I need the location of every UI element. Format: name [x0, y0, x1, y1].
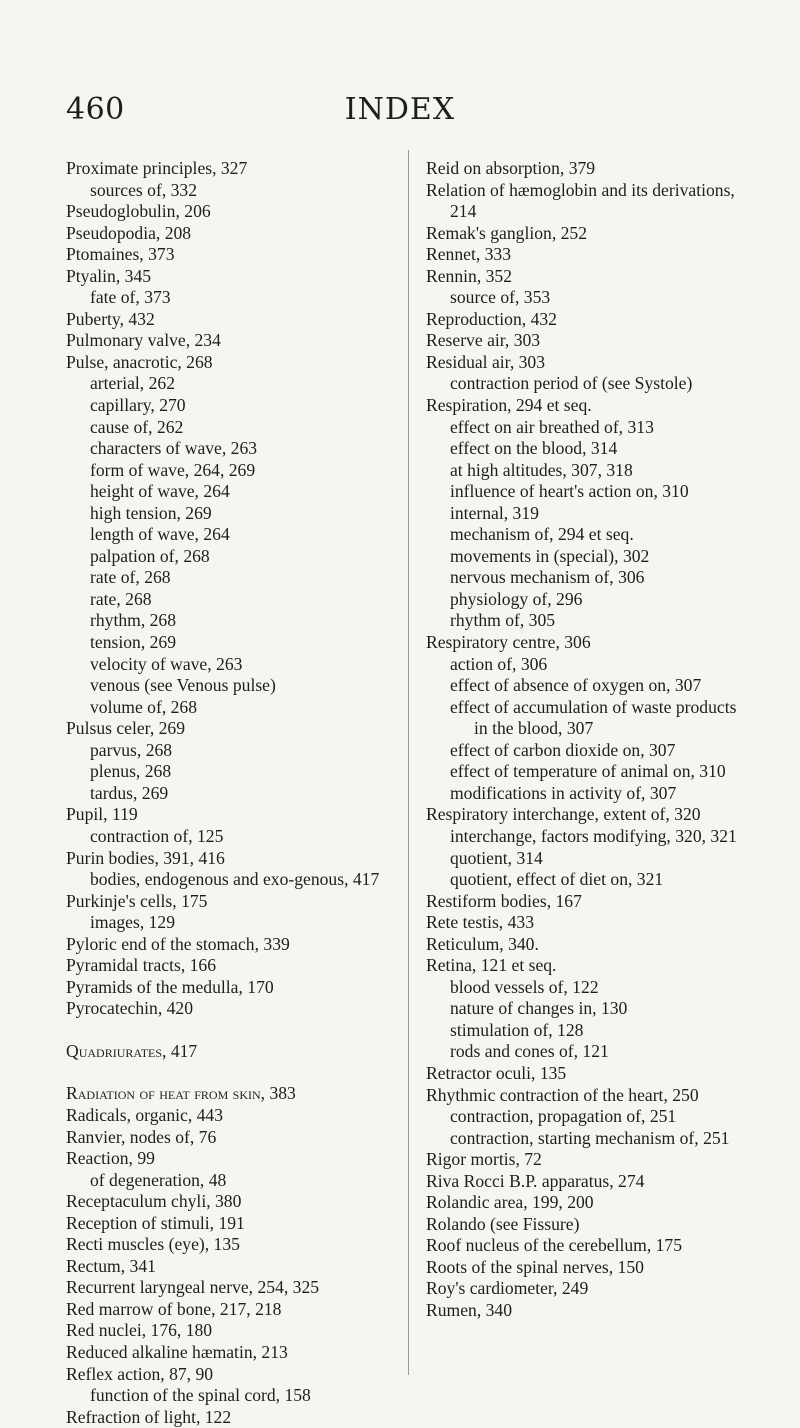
index-entry: Reid on absorption, 379: [426, 158, 596, 178]
index-subentry: effect of temperature of animal on, 310: [450, 761, 726, 782]
index-subentry: form of wave, 264, 269: [90, 459, 256, 480]
index-subentry: effect of absence of oxygen on, 307: [450, 675, 702, 696]
index-entry: Reception of stimuli, 191: [66, 1212, 245, 1233]
index-entry: Ranvier, nodes of, 76: [66, 1126, 217, 1147]
index-subentry: internal, 319: [450, 502, 539, 523]
index-subentry: sources of, 332: [90, 179, 198, 200]
index-entry: Ptomaines, 373: [66, 244, 175, 265]
index-entry: Radicals, organic, 443: [66, 1104, 224, 1125]
index-entry: Rete testis, 433: [426, 912, 534, 933]
index-subentry: volume of, 268: [90, 696, 198, 717]
index-subentry: contraction, propagation of, 251: [450, 1106, 677, 1127]
index-entry: Pseudoglobulin, 206: [66, 201, 211, 222]
index-subentry: source of, 353: [450, 287, 551, 308]
index-subentry: influence of heart's action on, 310: [450, 481, 689, 502]
index-subentry: stimulation of, 128: [450, 1019, 584, 1040]
index-entry: Rennet, 333: [426, 244, 512, 265]
index-entry: Roots of the spinal nerves, 150: [426, 1256, 644, 1277]
index-entry: Proximate principles, 327: [66, 158, 248, 178]
index-subentry: rhythm, 268: [90, 610, 177, 631]
index-column-right: [426, 158, 744, 1322]
index-entry: Respiratory interchange, extent of, 320: [426, 804, 701, 825]
index-entry: Pulse, anacrotic, 268: [66, 351, 213, 372]
index-entry: Roof nucleus of the cerebellum, 175: [426, 1235, 683, 1256]
index-entry: Reticulum, 340.: [426, 933, 539, 954]
index-subentry: effect on air breathed of, 313: [450, 416, 654, 437]
index-subentry: fate of, 373: [90, 287, 171, 308]
index-entry: Receptaculum chyli, 380: [66, 1191, 242, 1212]
index-subentry: arterial, 262: [90, 373, 175, 394]
index-entry: Retractor oculi, 135: [426, 1062, 567, 1083]
index-subentry: effect of carbon dioxide on, 307: [450, 739, 676, 760]
index-entry: Pyramidal tracts, 166: [66, 955, 217, 976]
index-entry: Reaction, 99: [66, 1148, 155, 1169]
index-entry: Purkinje's cells, 175: [66, 890, 208, 911]
index-subentry: plenus, 268: [90, 761, 172, 782]
index-subentry: rate of, 268: [90, 567, 171, 588]
index-subentry: high tension, 269: [90, 502, 212, 523]
index-entry: Restiform bodies, 167: [426, 890, 582, 911]
index-subentry: contraction, starting mechanism of, 251: [450, 1127, 730, 1148]
index-entry: Reflex action, 87, 90: [66, 1363, 214, 1384]
index-entry: Pseudopodia, 208: [66, 222, 192, 243]
index-entry: Red nuclei, 176, 180: [66, 1320, 213, 1341]
running-head: INDEX: [344, 92, 456, 127]
index-subentry: venous (see Venous pulse): [90, 675, 276, 696]
index-entry: Roy's cardiometer, 249: [426, 1278, 589, 1299]
index-subentry: quotient, effect of diet on, 321: [450, 869, 664, 890]
index-entry: Rigor mortis, 72: [426, 1149, 542, 1170]
index-subentry: rate, 268: [90, 588, 152, 609]
index-entry: Retina, 121 et seq.: [426, 955, 557, 976]
index-subentry: action of, 306: [450, 653, 548, 674]
index-entry: Pyrocatechin, 420: [66, 998, 194, 1019]
index-subentry: tardus, 269: [90, 782, 169, 803]
index-subentry: length of wave, 264: [90, 524, 230, 545]
index-subentry: palpation of, 268: [90, 545, 210, 566]
index-subentry: modifications in activity of, 307: [450, 782, 677, 803]
index-entry: Relation of hæmoglobin and its derivations, 214: [426, 179, 735, 222]
index-entry: Puberty, 432: [66, 308, 155, 329]
index-subentry: interchange, factors modifying, 320, 321: [450, 825, 737, 846]
column-divider: [408, 150, 409, 1375]
index-entry: Red marrow of bone, 217, 218: [66, 1298, 282, 1319]
index-entry: Rectum, 341: [66, 1255, 156, 1276]
index-subentry: physiology of, 296: [450, 588, 583, 609]
index-subentry: velocity of wave, 263: [90, 653, 243, 674]
index-subentry: effect of accumulation of waste products in the blood, 307: [450, 696, 737, 739]
index-entry: Pyloric end of the stomach, 339: [66, 933, 290, 954]
index-entry: Rolando (see Fissure): [426, 1213, 580, 1234]
index-entry: Respiratory centre, 306: [426, 632, 591, 653]
index-entry: Radiation of heat from skin, 383: [66, 1083, 296, 1104]
index-subentry: tension, 269: [90, 632, 177, 653]
index-subentry: height of wave, 264: [90, 481, 230, 502]
index-subentry: nervous mechanism of, 306: [450, 567, 645, 588]
index-subentry: contraction period of (see Systole): [450, 373, 693, 394]
index-entry: Refraction of light, 122: [66, 1406, 232, 1427]
index-entry: Reduced alkaline hæmatin, 213: [66, 1341, 288, 1362]
index-entry: Rennin, 352: [426, 265, 513, 286]
index-subentry: of degeneration, 48: [90, 1169, 227, 1190]
index-entry: Pulsus celer, 269: [66, 718, 186, 739]
index-entry: Residual air, 303: [426, 351, 546, 372]
index-subentry: capillary, 270: [90, 395, 186, 416]
index-entry: Remak's ganglion, 252: [426, 222, 588, 243]
index-entry: Rhythmic contraction of the heart, 250: [426, 1084, 699, 1105]
index-entry: Purin bodies, 391, 416: [66, 847, 225, 868]
index-subentry: characters of wave, 263: [90, 438, 258, 459]
index-column-left: [66, 158, 392, 1428]
index-subentry: contraction of, 125: [90, 825, 224, 846]
index-entry: Reproduction, 432: [426, 308, 557, 329]
index-subentry: quotient, 314: [450, 847, 543, 868]
index-entry: Rolandic area, 199, 200: [426, 1192, 594, 1213]
index-subentry: rods and cones of, 121: [450, 1041, 609, 1062]
index-subentry: nature of changes in, 130: [450, 998, 628, 1019]
index-subentry: blood vessels of, 122: [450, 976, 599, 997]
index-subentry: rhythm of, 305: [450, 610, 556, 631]
index-entry: Pulmonary valve, 234: [66, 330, 221, 351]
index-entry: Quadriurates, 417: [66, 1040, 198, 1061]
index-entry: Pupil, 119: [66, 804, 138, 825]
index-subentry: at high altitudes, 307, 318: [450, 459, 633, 480]
index-subentry: images, 129: [90, 912, 176, 933]
index-subentry: mechanism of, 294 et seq.: [450, 524, 634, 545]
index-subentry: movements in (special), 302: [450, 545, 650, 566]
index-entry: Ptyalin, 345: [66, 265, 152, 286]
index-entry: Recurrent laryngeal nerve, 254, 325: [66, 1277, 320, 1298]
index-subentry: cause of, 262: [90, 416, 184, 437]
index-subentry: parvus, 268: [90, 739, 173, 760]
index-entry: Rumen, 340: [426, 1299, 513, 1320]
index-entry: Reserve air, 303: [426, 330, 541, 351]
index-subentry: effect on the blood, 314: [450, 438, 618, 459]
index-entry: Respiration, 294 et seq.: [426, 395, 592, 416]
index-entry: Riva Rocci B.P. apparatus, 274: [426, 1170, 645, 1191]
index-subentry: function of the spinal cord, 158: [90, 1385, 311, 1406]
index-entry: Pyramids of the medulla, 170: [66, 976, 274, 997]
page-number: 460: [66, 92, 125, 127]
index-subentry: bodies, endogenous and exo-genous, 417: [90, 869, 380, 890]
index-entry: Recti muscles (eye), 135: [66, 1234, 240, 1255]
